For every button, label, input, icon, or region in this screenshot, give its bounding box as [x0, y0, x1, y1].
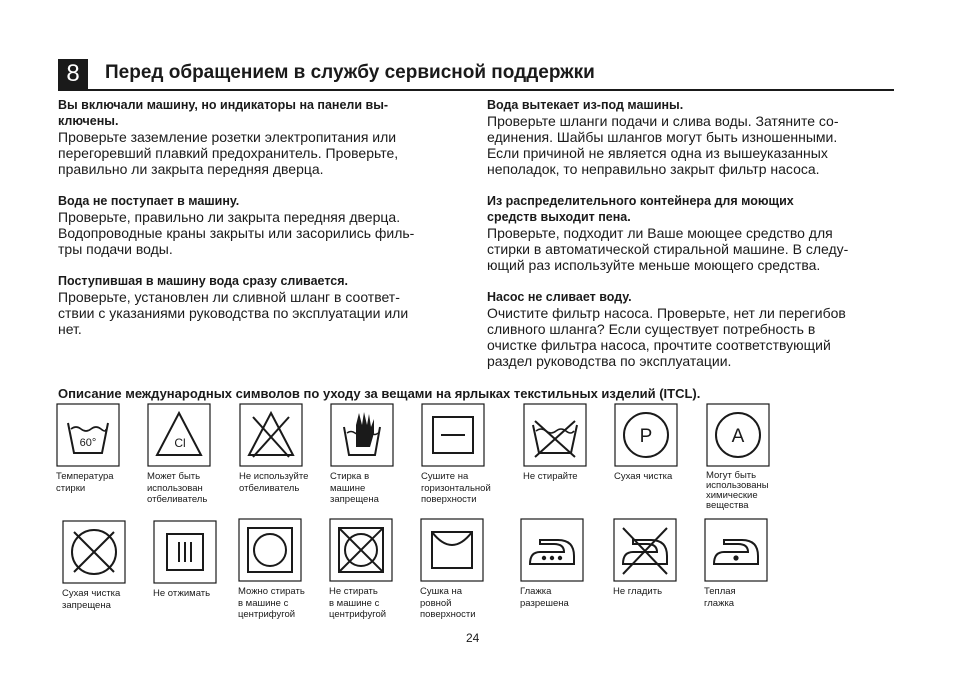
issue-text: единения. Шайбы шлангов могут быть изношенными.	[487, 129, 838, 145]
issue-text: Очистите фильтр насоса. Проверьте, нет ли перегибов	[487, 305, 846, 321]
symbol-caption: Сухая чистка	[614, 471, 673, 482]
page-title: Перед обращением в службу сервисной поддержки	[105, 62, 595, 83]
iron-warm-icon	[704, 518, 768, 582]
issue-heading: Поступившая в машину вода сразу сливается.	[58, 274, 348, 288]
dry-clean-p-icon	[614, 403, 678, 467]
symbol-dry-clean-p	[614, 403, 704, 483]
symbol-caption: Не стирайте	[523, 471, 578, 482]
symbol-dry-clean-a	[706, 403, 796, 511]
issue-text: Проверьте шланги подачи и слива воды. Затяните со-	[487, 113, 839, 129]
no-iron-icon	[613, 518, 677, 582]
symbol-wash-temperature	[56, 403, 146, 494]
symbol-caption: Глажка разрешена	[520, 586, 569, 609]
issue-heading: средств выходит пена.	[487, 210, 631, 224]
itcl-section-title: Описание международных символов по уходу за вещами на ярлыках текстильных изделий (ITCL).	[58, 386, 701, 401]
issue-text: ствии с указаниями руководства по эксплуатации или	[58, 305, 409, 321]
symbol-no-tumble-dry	[329, 518, 419, 621]
symbol-no-iron	[613, 518, 703, 598]
symbol-no-wring	[153, 520, 243, 600]
issue-text: правильно ли закрыта передняя дверца.	[58, 161, 324, 177]
symbol-caption: Не отжимать	[153, 588, 211, 599]
issue-text: неполадок, то неправильно закрыт фильтр насоса.	[487, 161, 820, 177]
left-column	[58, 97, 458, 353]
symbol-caption: Могут быть использованы химические вещества	[706, 470, 769, 511]
issue-text: Проверьте, правильно ли закрыта передняя дверца.	[58, 209, 401, 225]
symbol-drip-dry	[420, 518, 510, 621]
issue-block	[487, 193, 897, 273]
symbol-dry-flat	[421, 403, 511, 506]
no-tumble-dry-icon	[329, 518, 393, 582]
issue-heading: Насос не сливает воду.	[487, 290, 632, 304]
symbol-no-bleach	[239, 403, 329, 494]
header-divider	[58, 89, 894, 91]
issue-text: стирки в автоматической стиральной машине. В следу-	[487, 241, 849, 257]
issue-text: тры подачи воды.	[58, 241, 173, 257]
symbol-caption: Не используйте отбеливатель	[239, 471, 309, 494]
dry-flat-icon	[421, 403, 485, 467]
wash-60-icon	[56, 403, 120, 467]
issue-text: Проверьте заземление розетки электропитания или	[58, 129, 397, 145]
symbol-iron-warm	[704, 518, 794, 609]
dry-clean-a-icon	[706, 403, 770, 467]
issue-text: Если причиной не является одна из вышеуказанных	[487, 145, 828, 161]
symbol-caption: Сушите на горизонтальной поверхности	[421, 471, 491, 505]
symbol-caption: Стирка в машине запрещена	[330, 471, 379, 505]
symbol-caption: Сушка на ровной поверхности	[420, 586, 476, 620]
wash-temp-label: 60°	[79, 437, 97, 449]
issue-heading: Из распределительного контейнера для моющих	[487, 194, 794, 208]
symbol-no-dry-clean	[62, 520, 152, 611]
symbol-no-wash	[523, 403, 613, 483]
issue-block	[58, 273, 458, 337]
issue-text: нет.	[58, 321, 82, 337]
issue-text: Водопроводные краны закрыты или засорились филь-	[58, 225, 415, 241]
symbol-caption: Температура стирки	[56, 471, 114, 494]
symbol-no-machine-wash	[330, 403, 420, 506]
chapter-number: 8	[58, 59, 88, 89]
drip-dry-icon	[420, 518, 484, 582]
symbol-caption: Не стирать в машине с центрифугой	[329, 586, 387, 620]
issue-text: перегоревший плавкий предохранитель. Проверьте,	[58, 145, 399, 161]
dry-clean-p-label: P	[639, 426, 653, 447]
bleach-label: Cl	[174, 436, 186, 450]
no-wash-icon	[523, 403, 587, 467]
no-wring-icon	[153, 520, 217, 584]
issue-heading: Вода не поступает в машину.	[58, 194, 240, 208]
issue-heading: ключены.	[58, 114, 119, 128]
issue-text: Проверьте, установлен ли сливной шланг в соответ-	[58, 289, 400, 305]
issue-text: очистке фильтра насоса, прочтите соответствующий	[487, 337, 831, 353]
issue-text: сливного шланга? Если существует потребность в	[487, 321, 816, 337]
symbol-caption: Теплая глажка	[704, 586, 736, 609]
issue-block	[487, 289, 897, 369]
no-bleach-icon	[239, 403, 303, 467]
right-column	[487, 97, 897, 385]
page-number: 24	[466, 631, 480, 645]
symbol-tumble-dry	[238, 518, 328, 621]
bleach-cl-icon	[147, 403, 211, 467]
symbol-iron-hot	[520, 518, 610, 609]
no-dry-clean-icon	[62, 520, 126, 584]
symbol-caption: Может быть использован отбеливатель	[147, 471, 208, 505]
iron-hot-icon	[520, 518, 584, 582]
issue-block	[58, 97, 458, 177]
issue-text: Проверьте, подходит ли Ваше моющее средство для	[487, 225, 833, 241]
issue-heading: Вы включали машину, но индикаторы на панели вы-	[58, 98, 389, 112]
issue-text: ющий раз используйте меньше моющего средства.	[487, 257, 821, 273]
tumble-dry-icon	[238, 518, 302, 582]
symbol-caption: Можно стирать в машине с центрифугой	[238, 586, 305, 620]
symbol-caption: Не гладить	[613, 586, 663, 597]
issue-heading: Вода вытекает из-под машины.	[487, 98, 684, 112]
dry-clean-a-label: A	[731, 426, 745, 447]
symbol-bleach-allowed	[147, 403, 237, 506]
issue-block	[487, 97, 897, 177]
no-hand-wash-icon	[330, 403, 394, 467]
issue-text: раздел руководства по эксплуатации.	[487, 353, 732, 369]
symbol-caption: Сухая чистка запрещена	[62, 588, 121, 611]
issue-block	[58, 193, 458, 257]
